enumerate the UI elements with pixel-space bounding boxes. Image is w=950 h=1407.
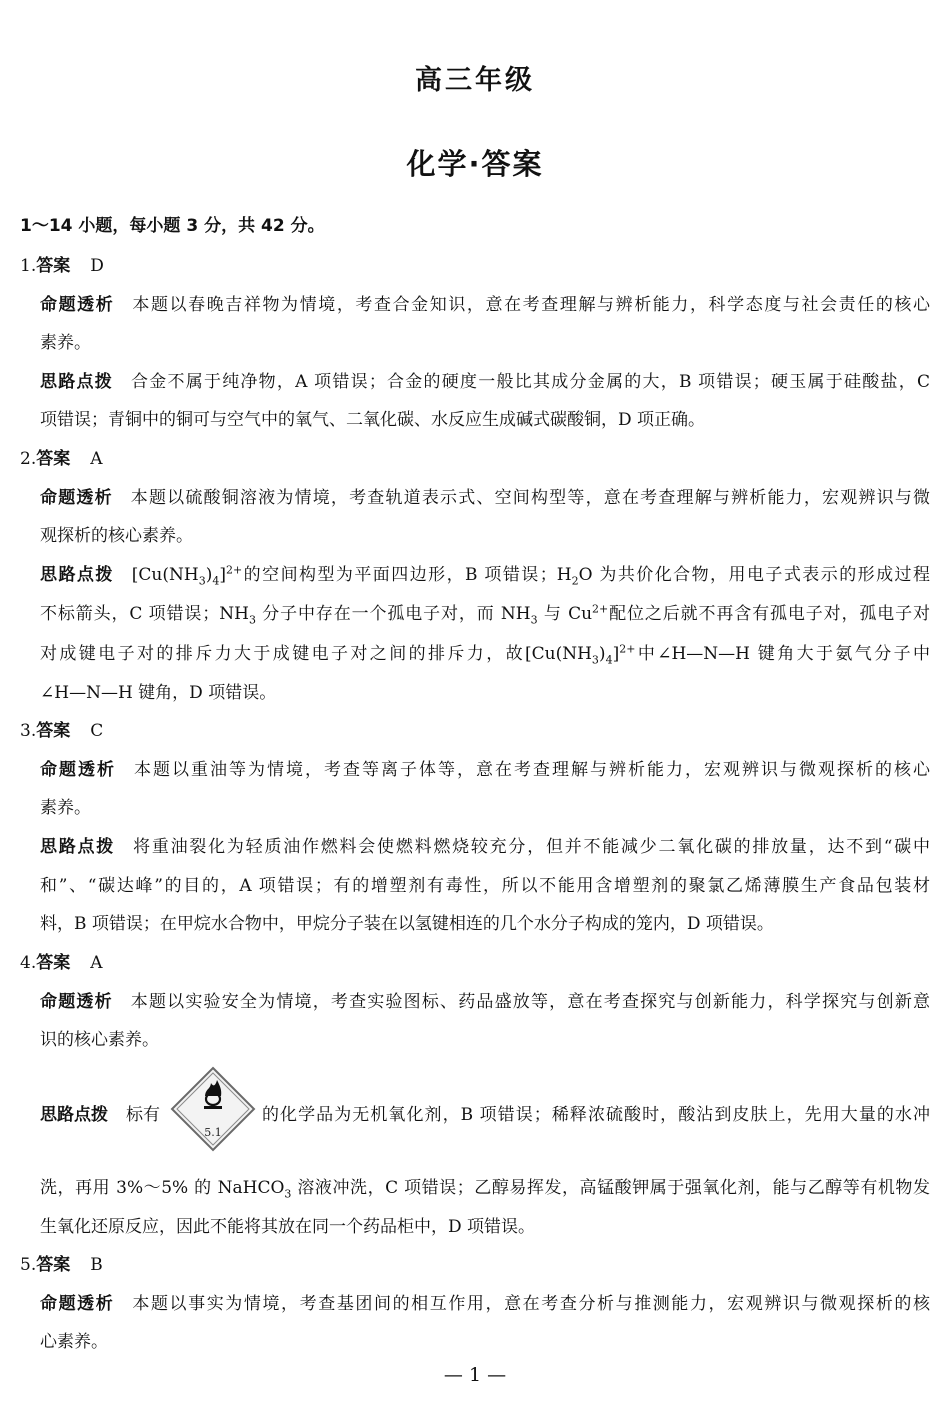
q3-answer: C: [90, 721, 104, 741]
grade-title: 高三年级: [415, 65, 535, 96]
q1-hint-line: 项错误；青铜中的铜可与空气中的氧气、二氧化碳、水反应生成碱式碳酸铜，D 项正确。: [40, 410, 706, 430]
hazard-class-label: 5.1: [204, 1126, 222, 1139]
score-intro: 1～14 小题，每小题 3 分，共 42 分。: [20, 216, 325, 236]
answer-label: 答案: [36, 1255, 71, 1275]
q5-number: 5.: [20, 1255, 37, 1275]
q1-answer-row: [20, 255, 910, 277]
q2-answer: A: [90, 449, 103, 469]
q1-number: 1.: [20, 256, 37, 276]
q4-hint-line: 生氧化还原反应，因此不能将其放在同一个药品柜中，D 项错误。: [40, 1217, 536, 1237]
oxidizer-hazard-symbol: [170, 1066, 256, 1152]
hint-label: 思路点拨: [40, 565, 114, 585]
q3-hint-line: 料，B 项错误；在甲烷水合物中，甲烷分子装在以氢键相连的几个水分子构成的笼内，D 项错误。: [40, 914, 774, 934]
q4-hint-line: 思路点拨 标有: [40, 1105, 160, 1125]
q2-hint-line: 思路点拨 $[Cu(NH_3)_4]^{2+}$的空间构型为平面四边形，B 项错误；$H_2O$ 为共价化合物，用电子式表示的形成过程: [40, 563, 930, 588]
q2-hint-line: 不标箭头，C 项错误；$NH_3$ 分子中存在一个孤电子对，而 $NH_3$ 与 $Cu^{2+}$配位之后就不再含有孤电子对，孤电子对: [40, 602, 930, 627]
q2-analysis-line: 命题透析 本题以硫酸铜溶液为情境，考查轨道表示式、空间构型等，意在考查理解与辨析能力，宏观辨识与微: [40, 488, 931, 508]
q5-analysis-line: 心素养。: [40, 1332, 108, 1352]
subject-title: 化学·答案: [406, 147, 544, 181]
q4-hint-line: 的化学品为无机氧化剂，B 项错误；稀释浓硫酸时，酸沾到皮肤上，先用大量的水冲: [262, 1105, 930, 1125]
analysis-label: 命题透析: [40, 1294, 115, 1314]
analysis-label: 命题透析: [40, 295, 115, 315]
answer-label: 答案: [36, 721, 71, 741]
analysis-label: 命题透析: [40, 992, 113, 1012]
hint-label: 思路点拨: [40, 372, 113, 392]
hint-label: 思路点拨: [40, 1105, 108, 1125]
q4-analysis-line: 识的核心素养。: [40, 1030, 159, 1050]
q3-analysis-line: 命题透析 本题以重油等为情境，考查等离子体等，意在考查理解与辨析能力，宏观辨识与微观探析的核心: [40, 760, 930, 780]
q5-answer: B: [90, 1255, 103, 1275]
q3-hint-line: 思路点拨 将重油裂化为轻质油作燃料会使燃料燃烧较充分，但并不能减少二氧化碳的排放量，达不到“碳中: [40, 837, 930, 857]
q3-hint-line: 和”、“碳达峰”的目的，A 项错误；有的增塑剂有毒性，所以不能用含增塑剂的聚氯乙烯薄膜生产食品包装材: [40, 876, 930, 896]
answer-label: 答案: [36, 256, 71, 276]
q4-number: 4.: [20, 953, 37, 973]
answer-label: 答案: [36, 449, 71, 469]
q3-number: 3.: [20, 721, 37, 741]
oxidizer-icon: [170, 1066, 256, 1152]
answer-label: 答案: [36, 953, 71, 973]
q2-number: 2.: [20, 449, 37, 469]
page-number: — 1 —: [443, 1364, 507, 1386]
q1-analysis-line: 素养。: [40, 333, 91, 353]
q1-hint-line: 思路点拨 合金不属于纯净物，A 项错误；合金的硬度一般比其成分金属的大，B 项错误；硬玉属于硅酸盐，C: [40, 372, 931, 392]
q1-analysis-line: 命题透析 本题以春晚吉祥物为情境，考查合金知识，意在考查理解与辨析能力，科学态度与社会责任的核心: [40, 295, 931, 315]
q5-answer-row: [20, 1254, 910, 1276]
hint-label: 思路点拨: [40, 837, 116, 857]
q2-hint-line: 对成键电子对的排斥力大于成键电子对之间的排斥力，故$[Cu(NH_3)_4]^{2+}$中∠H—N—H 键角大于氨气分子中: [40, 642, 930, 667]
analysis-label: 命题透析: [40, 760, 116, 780]
q4-analysis-line: 命题透析 本题以实验安全为情境，考查实验图标、药品盛放等，意在考查探究与创新能力，科学探究与创新意: [40, 992, 931, 1012]
q2-answer-row: [20, 448, 910, 470]
q2-analysis-line: 观探析的核心素养。: [40, 526, 193, 546]
q3-analysis-line: 素养。: [40, 798, 91, 818]
q4-answer: A: [90, 953, 103, 973]
q4-answer-row: [20, 952, 910, 974]
q4-hint-line: 洗，再用 3%～5% 的 NaHCO$_3$ 溶液冲洗，C 项错误；乙醇易挥发，高锰酸钾属于强氧化剂，能与乙醇等有机物发: [40, 1178, 930, 1201]
analysis-label: 命题透析: [40, 488, 113, 508]
q3-answer-row: [20, 720, 910, 742]
q5-analysis-line: 命题透析 本题以事实为情境，考查基团间的相互作用，意在考查分析与推测能力，宏观辨识与微观探析的核: [40, 1294, 931, 1314]
q1-answer: D: [90, 256, 104, 276]
q2-hint-line: ∠H—N—H 键角，D 项错误。: [40, 683, 277, 703]
